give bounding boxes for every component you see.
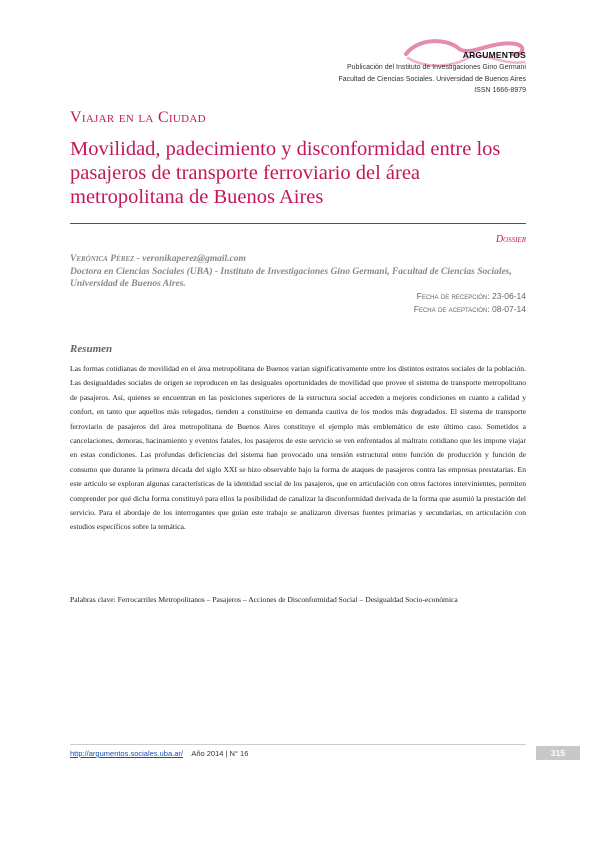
journal-url-link[interactable]: http://argumentos.sociales.uba.ar/ bbox=[70, 749, 183, 758]
keywords: Palabras clave: Ferrocarriles Metropolitanos – Pasajeros – Acciones de Disconformidad Social – Desigualdad Socio-económica bbox=[70, 595, 458, 604]
page-number-badge: 315 bbox=[536, 746, 580, 760]
faculty-line: Facultad de Ciencias Sociales. Universidad de Buenos Aires bbox=[338, 76, 526, 83]
author-line bbox=[70, 253, 530, 266]
category-label: Dossier bbox=[495, 234, 526, 245]
author-name: Verónica Pérez bbox=[70, 254, 135, 264]
issue-info: Año 2014 | N° 16 bbox=[191, 749, 249, 758]
abstract-body: Las formas cotidianas de movilidad en el área metropolitana de Buenos varían significativamente entre los distintos estratos sociales de la población. Las desigualdades sociales de origen se reproducen en las desiguales oportunidades de movilidad que provee el sistema de transporte metropolitano de pasajeros. Así, quienes se encuentran en las posiciones superiores de la estructura social acceden a mejores condiciones en cuanto a calidad y confort, en tanto que aquellos más relegados, tienden a constituirse en demanda cautiva de los modos más degradados. El sistema de transporte ferroviario de pasajeros del área metropolitana de Buenos Aires constituye el ejemplo más emblemático de este último caso. Sometidos a cancelaciones, demoras, hacinamiento y eventos fatales, los pasajeros de este servicio se ven enfrentados al maltrato cotidiano que les impone viajar en estas condiciones. Las profundas deficiencias del sistema han provocado una tensión estructural entre función de producción y función de consumo que durante la primera década del siglo XXI se hizo observable bajo la forma de ataques de pasajeros contra las empresas prestatarias. En este artículo se exploran algunas características de la identidad social de los pasajeros, que en articulación con otros factores intervinientes, permiten comprender por qué dicha forma constituyó para ellos la posibilidad de canalizar la disconformidad derivada de la forma que asumió la prestación del servicio. Para el abordaje de los interrogantes que guían este trabajo se analizaron diversas fuentes primarias y secundarias, en articulación con estudios específicos sobre la temática. bbox=[70, 364, 526, 532]
accepted-date: Fecha de aceptación: 08-07-14 bbox=[413, 304, 526, 314]
issn: ISSN 1666-8979 bbox=[474, 87, 526, 94]
author-separator: - bbox=[134, 254, 143, 264]
abstract-heading: Resumen bbox=[70, 343, 113, 355]
author-email[interactable]: veronikaperez@gmail.com bbox=[142, 254, 246, 264]
article-title: Movilidad, padecimiento y disconformidad entre los pasajeros de transporte ferroviario del área metropolitana de Buenos Aires bbox=[70, 138, 501, 208]
title-divider bbox=[70, 223, 526, 224]
footer-divider bbox=[70, 744, 526, 745]
journal-brand: ARGUMENTOS bbox=[462, 50, 526, 60]
footer bbox=[70, 749, 248, 758]
publication-line: Publicación del Instituto de Investigaciones Gino Germani bbox=[347, 64, 526, 71]
received-date: Fecha de recepción: 23-06-14 bbox=[416, 291, 526, 301]
author-affiliation: Doctora en Ciencias Sociales (UBA) - Instituto de Investigaciones Gino Germani, Facultad de Ciencias Sociales, Universidad de Buenos Aires. bbox=[70, 267, 512, 289]
section-heading: Viajar en la Ciudad bbox=[70, 109, 206, 126]
